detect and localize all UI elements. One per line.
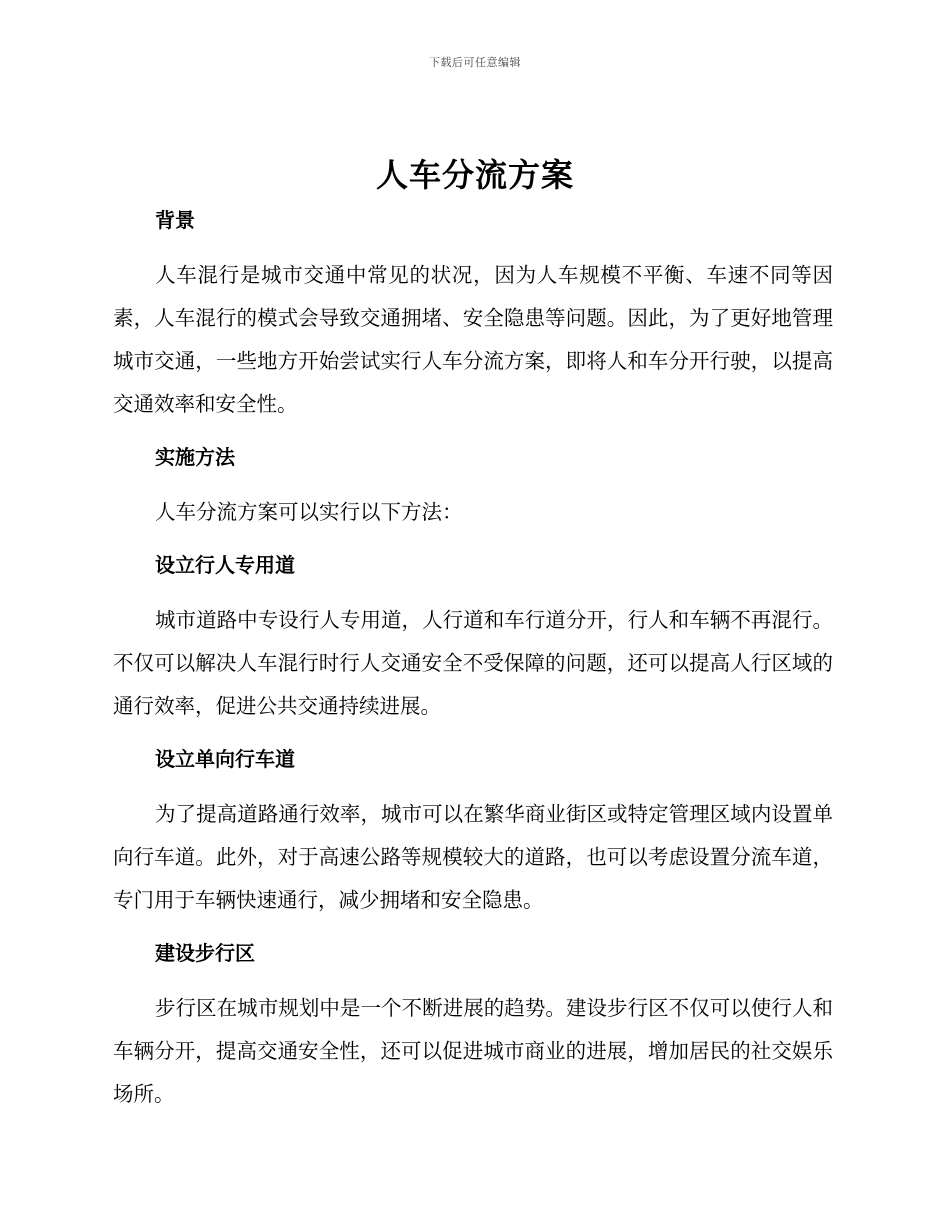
section-heading: 设立单向行车道 <box>155 747 295 771</box>
section-paragraph: 人车混行是城市交通中常见的状况，因为人车规模不平衡、车速不同等因素，人车混行的模式会导致交通拥堵、安全隐患等问题。因此，为了更好地管理城市交通，一些地方开始尝试实行人车分流方案，即将人和车分开行驶，以提高交通效率和安全性。 <box>113 263 833 416</box>
section-heading: 设立行人专用道 <box>155 553 295 577</box>
section-heading: 背景 <box>155 208 195 232</box>
section-pedestrian-lane <box>113 545 833 728</box>
section-paragraph: 为了提高道路通行效率，城市可以在繁华商业街区或特定管理区域内设置单向行车道。此外，对于高速公路等规模较大的道路，也可以考虑设置分流车道，专门用于车辆快速通行，减少拥堵和安全隐患。 <box>113 802 833 912</box>
document-title: 人车分流方案 <box>375 156 574 194</box>
header-note: 下载后可任意编辑 <box>429 56 521 69</box>
section-one-way-lane <box>113 739 833 922</box>
document-body <box>113 200 833 1127</box>
section-paragraph: 人车分流方案可以实行以下方法： <box>155 500 463 524</box>
section-paragraph: 城市道路中专设行人专用道，人行道和车行道分开，行人和车辆不再混行。不仅可以解决人车混行时行人交通安全不受保障的问题，还可以提高人行区域的通行效率，促进公共交通持续进展。 <box>113 608 833 718</box>
section-implementation <box>113 437 833 534</box>
section-paragraph: 步行区在城市规划中是一个不断进展的趋势。建设步行区不仅可以使行人和车辆分开，提高交通安全性，还可以促进城市商业的进展，增加居民的社交娱乐场所。 <box>113 996 833 1106</box>
section-background <box>113 200 833 426</box>
section-heading: 建设步行区 <box>155 941 255 965</box>
section-heading: 实施方法 <box>155 445 235 469</box>
section-pedestrian-zone <box>113 933 833 1116</box>
